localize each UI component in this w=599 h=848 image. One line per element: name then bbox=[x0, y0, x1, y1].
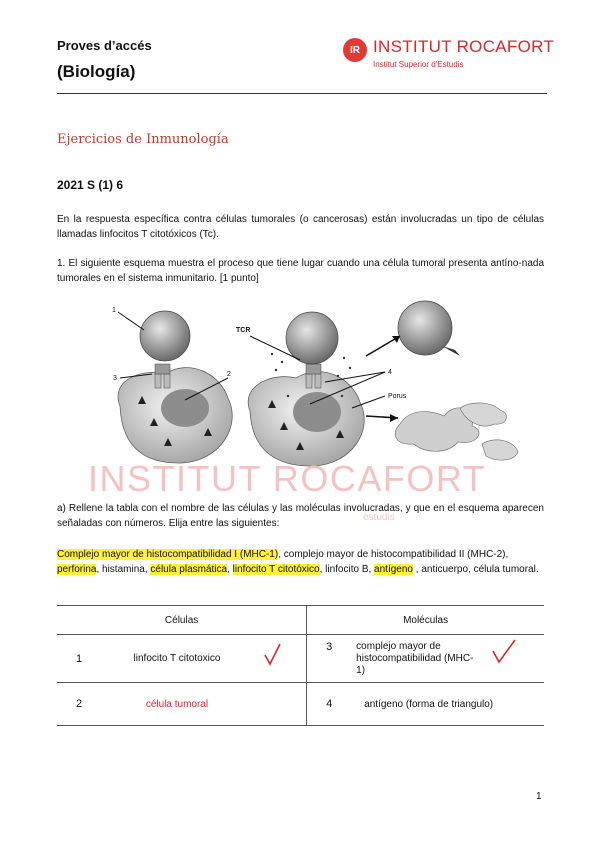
answer-cell bbox=[101, 683, 307, 726]
row-number: 3 bbox=[307, 635, 352, 683]
option-perforina: perforina bbox=[57, 564, 97, 575]
answer-cell bbox=[351, 635, 544, 683]
answer-text: célula tumoral bbox=[145, 698, 209, 710]
answer-text: linfocito T citotoxico bbox=[133, 653, 221, 664]
option-linfocito-t: linfocito T citotóxico bbox=[232, 564, 320, 575]
diagram-label-1: 1 bbox=[112, 307, 116, 314]
checkmark-icon bbox=[491, 639, 517, 665]
option-celula-plasmatica: célula plasmática bbox=[150, 564, 228, 575]
option-sep-3: , bbox=[227, 564, 233, 575]
intro-paragraph: En la respuesta específica contra células tumorales (o cancerosas) están involucradas un tipo de células llamadas linfocitos T citotóxicos (Tc). bbox=[57, 214, 544, 240]
watermark: INSTITUT ROCAFORT bbox=[88, 458, 487, 499]
col-header-molecules: Moléculas bbox=[307, 606, 544, 635]
logo-mark: IR bbox=[343, 38, 367, 62]
answer-cell bbox=[351, 683, 544, 726]
options-list bbox=[57, 547, 544, 577]
row-number: 2 bbox=[57, 683, 101, 726]
header-title: Proves d’accés bbox=[57, 38, 152, 53]
answer-text: antígeno (forma de triangulo) bbox=[364, 698, 494, 710]
option-sep-2: , histamina, bbox=[96, 564, 151, 575]
panel-1 bbox=[118, 311, 232, 463]
answer-text: complejo mayor de histocompatibilidad (MHC-1) bbox=[356, 640, 474, 676]
part-a-instructions: a) Rellene la tabla con el nombre de las células y las moléculas involucradas, y que en el esquema aparecen señaladas con números. Elija entre las siguientes: bbox=[57, 503, 544, 529]
diagram-label-2: 2 bbox=[227, 371, 231, 378]
table-header-row bbox=[57, 606, 544, 635]
row-number: 1 bbox=[57, 635, 101, 683]
col-header-cells: Células bbox=[57, 606, 307, 635]
question-1: 1. El siguiente esquema muestra el proceso que tiene lugar cuando una célula tumoral presenta antíno-nada tumorales en el sistema inmunitario. [1 punto] bbox=[57, 258, 544, 284]
table-row bbox=[57, 683, 544, 726]
logo-tagline: Institut Superior d'Estudis bbox=[373, 60, 464, 69]
option-sep-5: , anticuerpo, célula tumoral. bbox=[412, 564, 539, 575]
question-id: 2021 S (1) 6 bbox=[57, 178, 124, 192]
logo-name: INSTITUT ROCAFORT bbox=[373, 37, 555, 56]
option-sep-4: , linfocito B, bbox=[319, 564, 375, 575]
answer-cell bbox=[101, 635, 307, 683]
option-antigeno: antígeno bbox=[374, 564, 413, 575]
page-number: 1 bbox=[536, 791, 542, 802]
option-sep-1: , complejo mayor de histocompatibilidad II (MHC-2), bbox=[278, 549, 509, 560]
diagram-label-3: 3 bbox=[113, 375, 117, 382]
answer-table bbox=[57, 605, 544, 726]
immune-response-diagram bbox=[100, 296, 540, 471]
diagram-label-tcr: TCR bbox=[236, 327, 251, 334]
diagram-label-4: 4 bbox=[388, 369, 392, 376]
header-divider bbox=[57, 93, 547, 94]
diagram-label-porus: Porus bbox=[388, 393, 407, 400]
checkmark-icon bbox=[263, 643, 283, 667]
row-number: 4 bbox=[307, 683, 352, 726]
option-mhc1: Complejo mayor de histocompatibilidad I (MHC-1) bbox=[57, 549, 279, 560]
watermark-sub: estudis bbox=[363, 512, 395, 523]
table-row bbox=[57, 635, 544, 683]
header-subtitle: (Biología) bbox=[57, 62, 136, 81]
panel-2 bbox=[248, 312, 385, 466]
panel-3 bbox=[366, 301, 518, 460]
section-title: Ejercicios de Inmunología bbox=[57, 132, 229, 147]
